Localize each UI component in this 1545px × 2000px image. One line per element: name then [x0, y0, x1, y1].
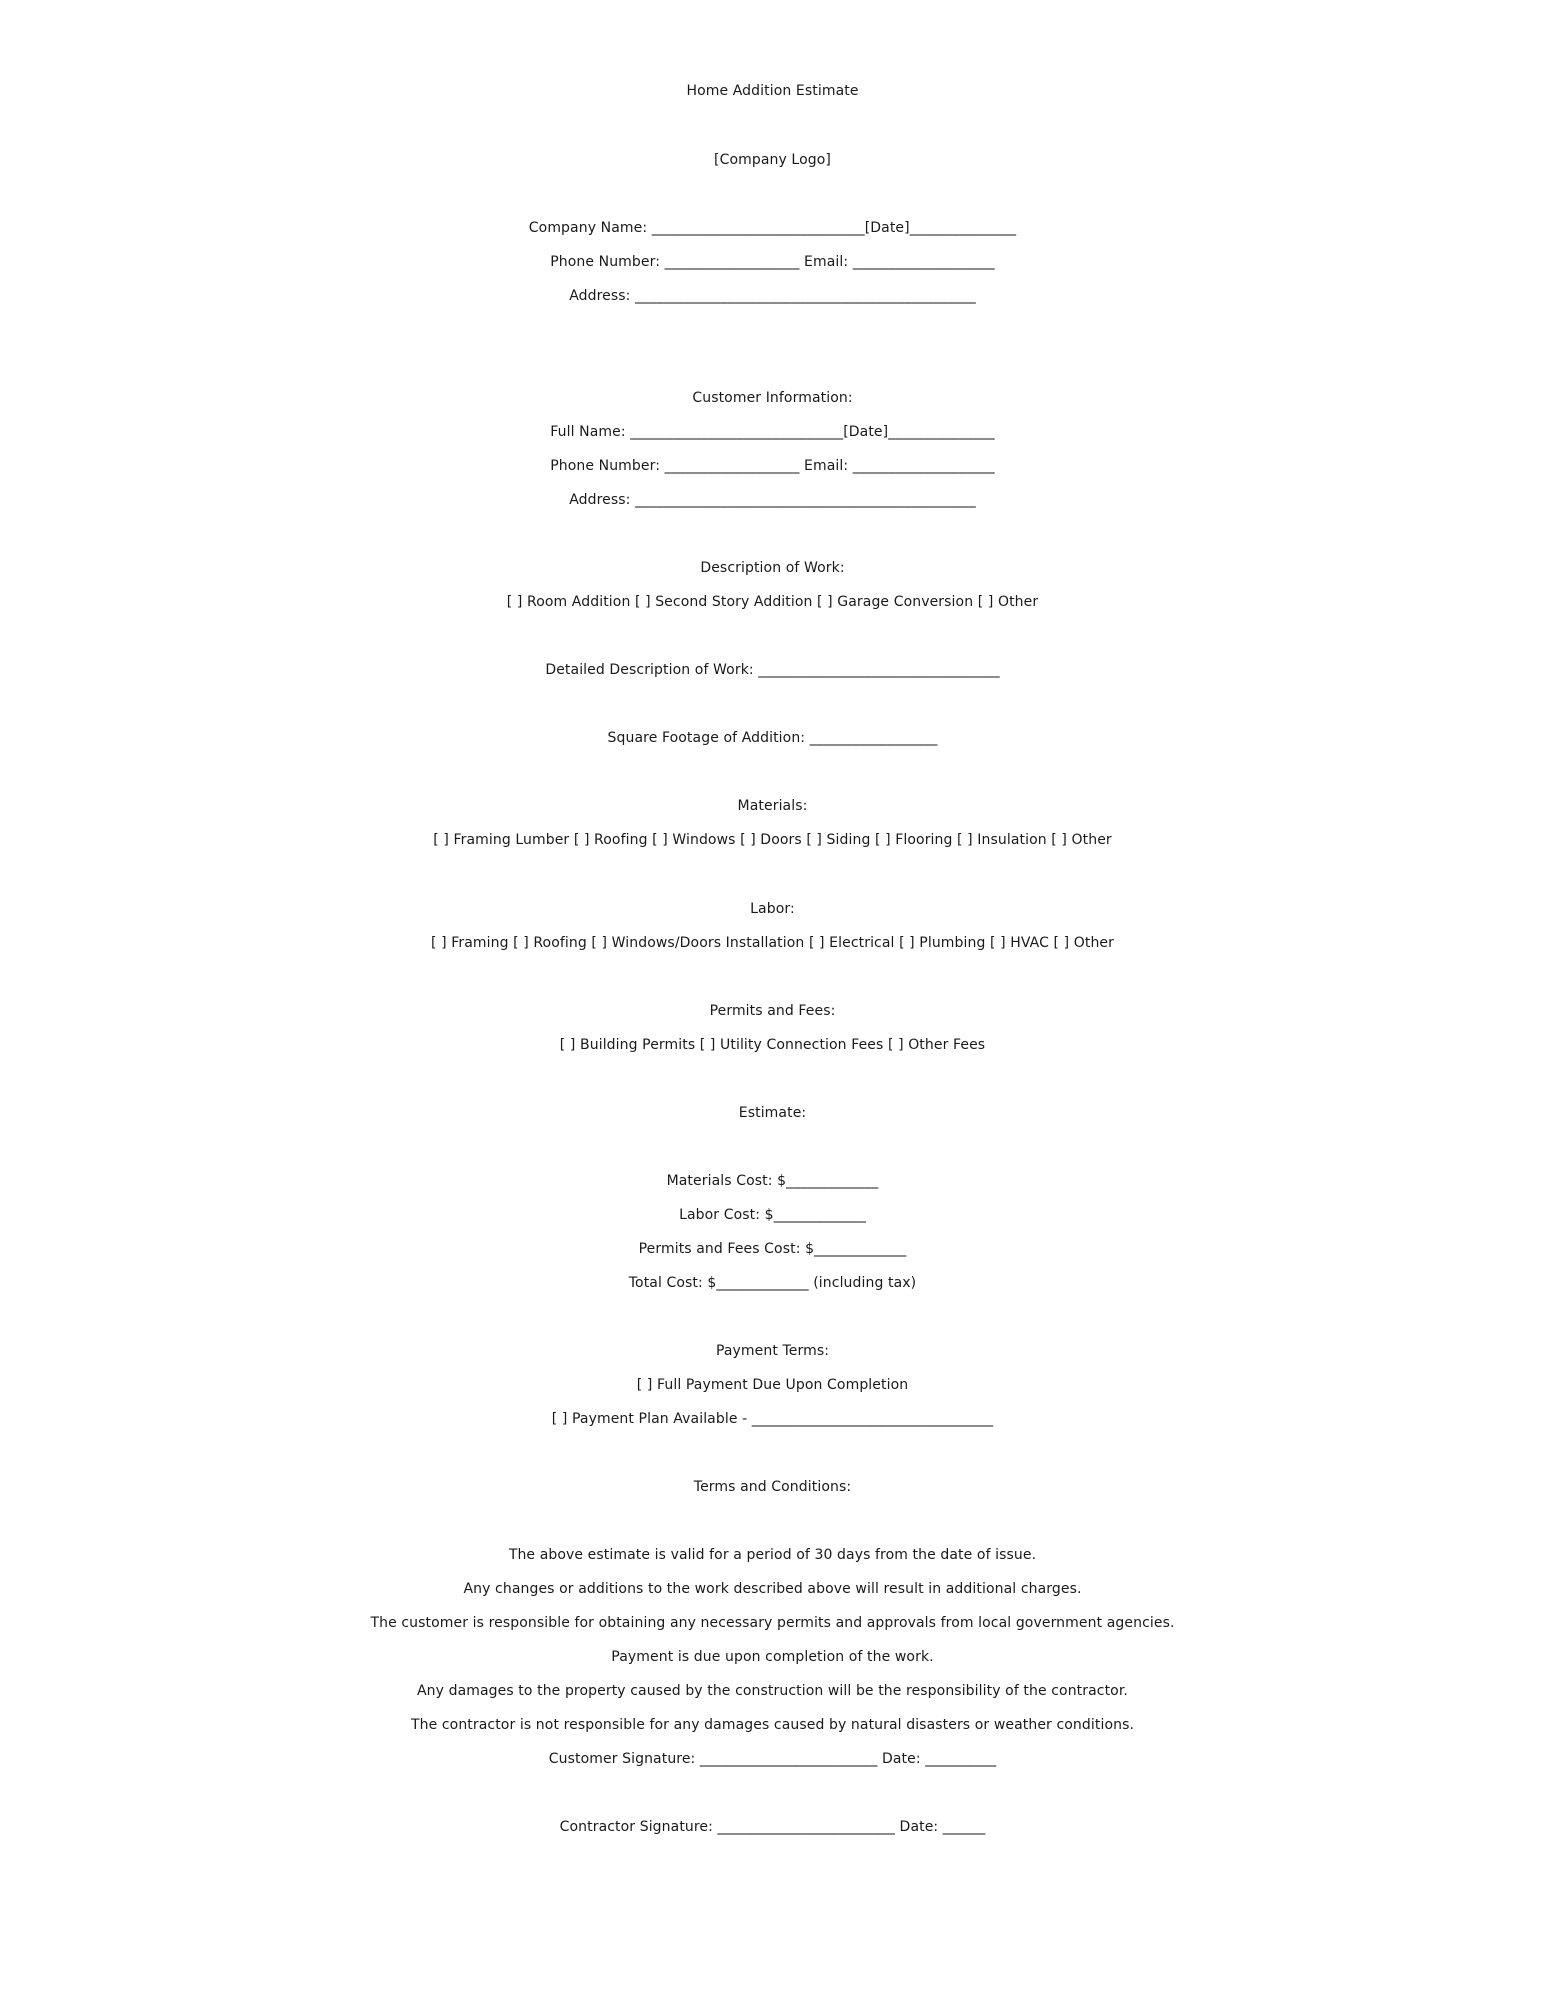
- labor-cost-field[interactable]: Labor Cost: $_____________: [679, 1207, 866, 1223]
- full-payment-checkbox[interactable]: [ ] Full Payment Due Upon Completion: [636, 1377, 909, 1393]
- terms-line: Payment is due upon completion of the work.: [611, 1649, 934, 1665]
- terms-line: Any damages to the property caused by the construction will be the responsibility of the contractor.: [417, 1683, 1128, 1699]
- terms-line: The customer is responsible for obtaining any necessary permits and approvals from local government agencies.: [370, 1615, 1175, 1631]
- document-title: Home Addition Estimate: [686, 83, 859, 99]
- customer-phone-email-field[interactable]: Phone Number: ___________________ Email: ____________________: [550, 458, 995, 474]
- terms-line: The above estimate is valid for a period of 30 days from the date of issue.: [508, 1547, 1037, 1563]
- permits-checkboxes[interactable]: [ ] Building Permits [ ] Utility Connection Fees [ ] Other Fees: [559, 1037, 986, 1053]
- contractor-signature-field[interactable]: Contractor Signature: _________________________ Date: ______: [559, 1819, 986, 1835]
- terms-line: The contractor is not responsible for any damages caused by natural disasters or weather conditions.: [410, 1717, 1135, 1733]
- estimate-heading: Estimate:: [738, 1105, 807, 1121]
- materials-cost-field[interactable]: Materials Cost: $_____________: [666, 1173, 879, 1189]
- labor-heading: Labor:: [750, 901, 795, 917]
- work-type-checkboxes[interactable]: [ ] Room Addition [ ] Second Story Addition [ ] Garage Conversion [ ] Other: [506, 594, 1039, 610]
- payment-plan-checkbox[interactable]: [ ] Payment Plan Available - __________________________________: [551, 1411, 994, 1427]
- customer-info-heading: Customer Information:: [692, 390, 853, 406]
- customer-address-field[interactable]: Address: ________________________________________________: [569, 492, 976, 508]
- payment-terms-heading: Payment Terms:: [715, 1343, 830, 1359]
- company-logo-placeholder: [Company Logo]: [714, 152, 831, 168]
- company-phone-email-field[interactable]: Phone Number: ___________________ Email: ____________________: [550, 254, 995, 270]
- customer-signature-field[interactable]: Customer Signature: _________________________ Date: __________: [548, 1751, 997, 1767]
- work-description-heading: Description of Work:: [700, 560, 845, 576]
- terms-line: Any changes or additions to the work described above will result in additional charges.: [463, 1581, 1082, 1597]
- detailed-description-field[interactable]: Detailed Description of Work: __________________________________: [545, 662, 1000, 678]
- materials-checkboxes[interactable]: [ ] Framing Lumber [ ] Roofing [ ] Windows [ ] Doors [ ] Siding [ ] Flooring [ ] Insulation [ ] Other: [433, 832, 1112, 848]
- total-cost-field[interactable]: Total Cost: $_____________ (including tax): [628, 1275, 917, 1291]
- customer-name-field[interactable]: Full Name: ______________________________[Date]_______________: [550, 424, 995, 440]
- square-footage-field[interactable]: Square Footage of Addition: __________________: [607, 730, 938, 746]
- company-address-field[interactable]: Address: ________________________________________________: [569, 288, 976, 304]
- permits-heading: Permits and Fees:: [709, 1003, 836, 1019]
- company-name-field[interactable]: Company Name: ______________________________[Date]_______________: [528, 220, 1017, 236]
- materials-heading: Materials:: [737, 798, 808, 814]
- permits-cost-field[interactable]: Permits and Fees Cost: $_____________: [638, 1241, 907, 1257]
- labor-checkboxes[interactable]: [ ] Framing [ ] Roofing [ ] Windows/Doors Installation [ ] Electrical [ ] Plumbing [ ] HVAC [ ] Other: [431, 935, 1114, 951]
- terms-heading: Terms and Conditions:: [693, 1479, 852, 1495]
